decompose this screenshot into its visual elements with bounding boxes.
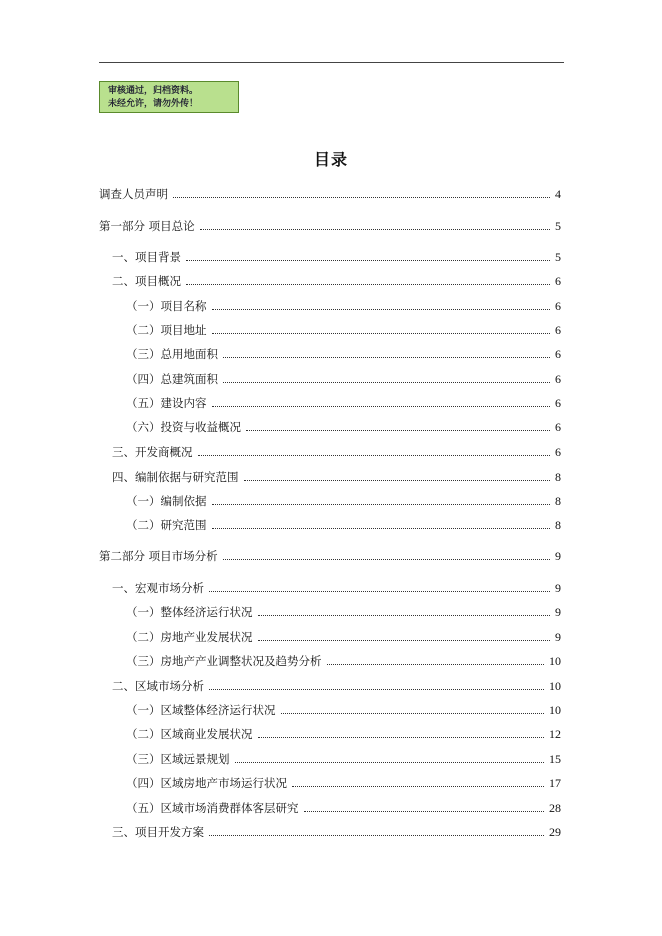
header-rule [99, 62, 564, 63]
toc-entry[interactable] [126, 774, 561, 790]
toc-entry-page: 28 [549, 801, 561, 815]
toc-leader-dots [209, 835, 544, 836]
toc-entry-label: （二）研究范围 [126, 518, 207, 532]
toc-entry-label: 调查人员声明 [99, 187, 168, 201]
toc-entry-label: （四）区域房地产市场运行状况 [126, 776, 287, 790]
toc-entry-page: 10 [549, 679, 561, 693]
toc-entry-label: 三、项目开发方案 [112, 825, 204, 839]
toc-entry-label: 二、项目概况 [112, 274, 181, 288]
toc-entry-label: 四、编制依据与研究范围 [112, 470, 239, 484]
approval-stamp [99, 81, 239, 113]
toc-entry[interactable] [112, 468, 561, 484]
toc-entry-page: 9 [555, 630, 561, 644]
toc-entry-label: （一）区域整体经济运行状况 [126, 703, 276, 717]
toc-entry-page: 6 [555, 396, 561, 410]
toc-entry-label: 第二部分 项目市场分析 [99, 549, 218, 563]
toc-leader-dots [258, 640, 551, 641]
toc-leader-dots [186, 284, 550, 285]
toc-entry-label: （六）投资与收益概况 [126, 420, 241, 434]
toc-entry-page: 8 [555, 518, 561, 532]
toc-entry-page: 15 [549, 752, 561, 766]
toc-entry-label: （一）整体经济运行状况 [126, 605, 253, 619]
toc-leader-dots [212, 309, 551, 310]
toc-leader-dots [212, 528, 551, 529]
toc-entry-label: （二）项目地址 [126, 323, 207, 337]
toc-entry[interactable] [126, 418, 561, 434]
toc-entry-label: （一）项目名称 [126, 299, 207, 313]
toc-leader-dots [235, 762, 545, 763]
toc-entry[interactable] [126, 652, 561, 668]
toc-entry-label: 一、项目背景 [112, 250, 181, 264]
toc-entry[interactable] [126, 492, 561, 508]
toc-entry-page: 6 [555, 372, 561, 386]
toc-entry[interactable] [126, 516, 561, 532]
toc-entry-label: （二）区域商业发展状况 [126, 727, 253, 741]
toc-entry[interactable] [126, 725, 561, 741]
toc-entry[interactable] [126, 750, 561, 766]
toc-entry-label: （三）房地产产业调整状况及趋势分析 [126, 654, 322, 668]
toc-entry-page: 10 [549, 654, 561, 668]
toc-entry-page: 6 [555, 445, 561, 459]
toc-leader-dots [200, 229, 550, 230]
toc-entry-label: （四）总建筑面积 [126, 372, 218, 386]
toc-leader-dots [258, 737, 545, 738]
toc-entry-label: 二、区域市场分析 [112, 679, 204, 693]
toc-entry[interactable] [112, 272, 561, 288]
toc-leader-dots [281, 713, 545, 714]
toc-entry[interactable] [126, 297, 561, 313]
toc-entry-label: 三、开发商概况 [112, 445, 193, 459]
toc-entry-page: 9 [555, 549, 561, 563]
toc-entry[interactable] [112, 443, 561, 459]
toc-leader-dots [244, 480, 551, 481]
toc-entry[interactable] [126, 799, 561, 815]
toc-entry[interactable] [112, 248, 561, 264]
toc-entry-page: 6 [555, 420, 561, 434]
toc-entry[interactable] [99, 185, 561, 201]
toc-entry-page: 4 [555, 187, 561, 201]
toc-entry-page: 12 [549, 727, 561, 741]
toc-leader-dots [246, 430, 550, 431]
toc-entry-label: 第一部分 项目总论 [99, 219, 195, 233]
toc-entry-page: 10 [549, 703, 561, 717]
toc-leader-dots [212, 333, 551, 334]
toc-entry[interactable] [112, 823, 561, 839]
toc-leader-dots [209, 689, 544, 690]
toc-entry-page: 5 [555, 219, 561, 233]
toc-entry-label: （五）区域市场消费群体客层研究 [126, 801, 299, 815]
toc-entry-page: 8 [555, 470, 561, 484]
toc-entry-label: （二）房地产业发展状况 [126, 630, 253, 644]
toc-entry[interactable] [126, 394, 561, 410]
stamp-line-1: 审核通过，归档资料。 [108, 86, 199, 96]
toc-leader-dots [258, 615, 551, 616]
toc-leader-dots [304, 811, 545, 812]
toc-entry[interactable] [112, 677, 561, 693]
toc-entry[interactable] [112, 579, 561, 595]
toc-entry[interactable] [126, 603, 561, 619]
toc-entry-page: 5 [555, 250, 561, 264]
toc-entry-label: （一）编制依据 [126, 494, 207, 508]
toc-leader-dots [212, 504, 551, 505]
toc-leader-dots [212, 406, 551, 407]
toc-entry-page: 6 [555, 299, 561, 313]
toc-entry-page: 6 [555, 347, 561, 361]
toc-entry-page: 9 [555, 581, 561, 595]
toc-entry-page: 29 [549, 825, 561, 839]
toc-entry[interactable] [126, 370, 561, 386]
toc-leader-dots [223, 382, 550, 383]
toc-leader-dots [223, 357, 550, 358]
toc-leader-dots [292, 786, 544, 787]
toc-entry[interactable] [126, 345, 561, 361]
toc-entry-page: 9 [555, 605, 561, 619]
toc-entry-label: （三）总用地面积 [126, 347, 218, 361]
stamp-line-2: 未经允许，请勿外传！ [108, 99, 199, 109]
toc-leader-dots [198, 455, 551, 456]
toc-entry[interactable] [126, 701, 561, 717]
toc-leader-dots [223, 559, 550, 560]
toc-entry-page: 17 [549, 776, 561, 790]
toc-entry[interactable] [99, 217, 561, 233]
toc-entry-page: 6 [555, 274, 561, 288]
page-title: 目录 [313, 150, 348, 169]
toc-entry-page: 6 [555, 323, 561, 337]
toc-leader-dots [209, 591, 550, 592]
toc-leader-dots [327, 664, 545, 665]
toc-leader-dots [186, 260, 550, 261]
toc-leader-dots [173, 197, 550, 198]
toc-entry[interactable] [126, 321, 561, 337]
toc-entry-label: （五）建设内容 [126, 396, 207, 410]
toc-entry-page: 8 [555, 494, 561, 508]
toc-entry[interactable] [126, 628, 561, 644]
toc-entry-label: 一、宏观市场分析 [112, 581, 204, 595]
toc-entry[interactable] [99, 547, 561, 563]
toc-entry-label: （三）区域远景规划 [126, 752, 230, 766]
